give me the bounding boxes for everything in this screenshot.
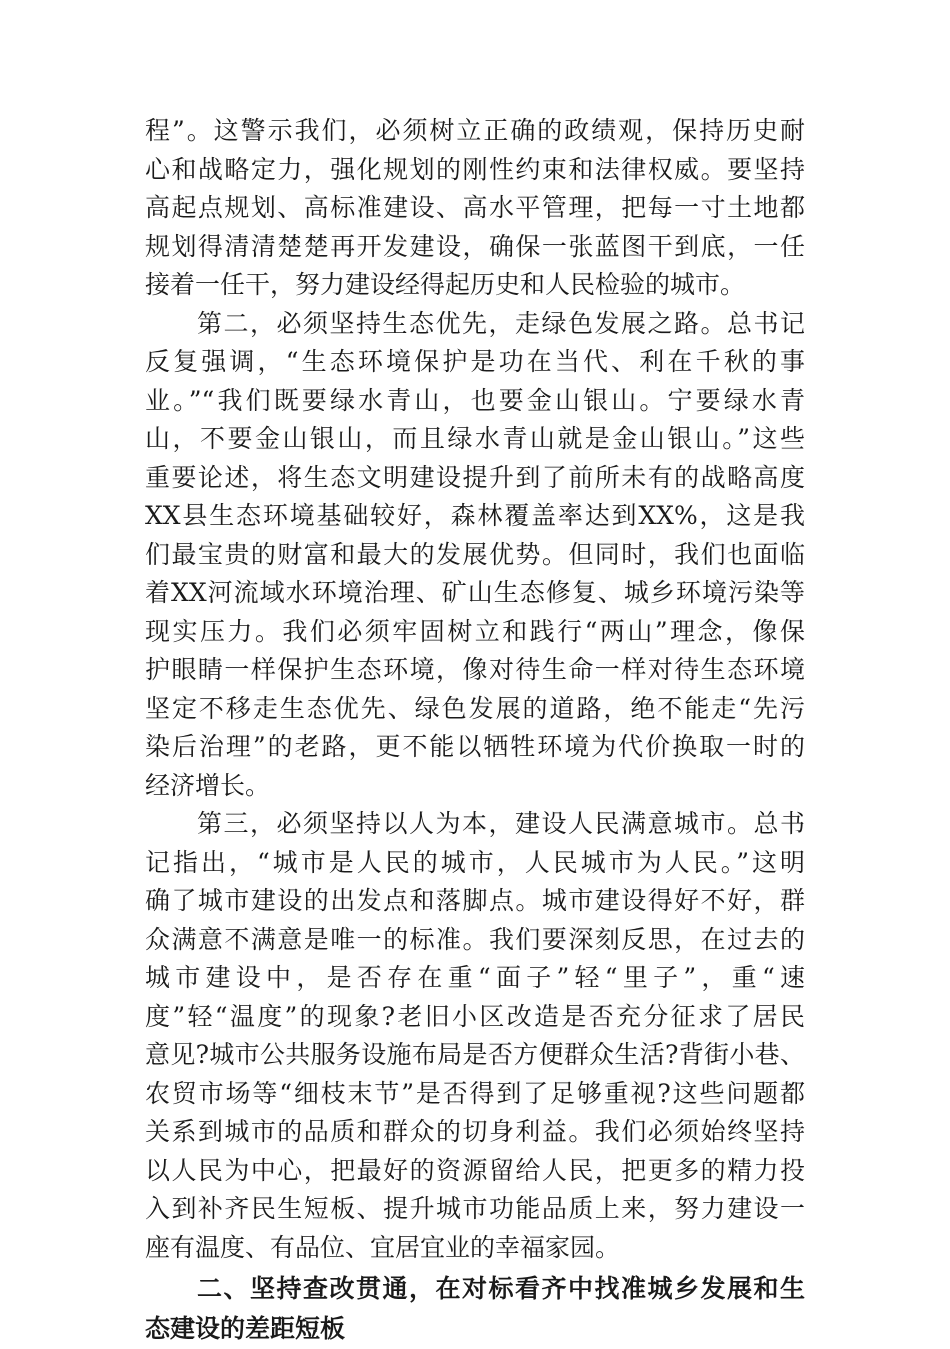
text-line: 第二，必须坚持生态优先，走绿色发展之路。总书记 bbox=[197, 308, 805, 338]
text-line: 意见?城市公共服务设施布局是否方便群众生活?背街小巷、 bbox=[145, 1040, 805, 1069]
document-body bbox=[145, 112, 805, 1349]
text-line: 重要论述，将生态文明建设提升到了前所未有的战略高度 bbox=[145, 462, 805, 492]
text-line: 程”。这警示我们，必须树立正确的政绩观，保持历史耐 bbox=[145, 116, 805, 145]
text-line: 经济增长。 bbox=[145, 770, 271, 800]
text-line: 业。”“我们既要绿水青山，也要金山银山。宁要绿水青 bbox=[145, 385, 805, 415]
text-line: 以人民为中心，把最好的资源留给人民，把更多的精力投 bbox=[145, 1155, 805, 1185]
heading-line: 态建设的差距短板 bbox=[145, 1314, 346, 1343]
text-line: 护眼睛一样保护生态环境，像对待生命一样对待生态环境 bbox=[145, 655, 805, 684]
text-line: 们最宝贵的财富和最大的发展优势。但同时，我们也面临 bbox=[145, 539, 805, 569]
text-line: 度”轻“温度”的现象?老旧小区改造是否充分征求了居民 bbox=[145, 1001, 805, 1031]
text-line: 记指出，“城市是人民的城市，人民城市为人民。”这明 bbox=[145, 847, 805, 877]
text-line: 规划得清清楚楚再开发建设，确保一张蓝图干到底，一任 bbox=[145, 231, 805, 261]
paragraph-second-point bbox=[145, 305, 805, 806]
paragraph-continuation bbox=[145, 112, 805, 305]
text-line: 高起点规划、高标准建设、高水平管理，把每一寸土地都 bbox=[145, 193, 805, 222]
text-line: 第三，必须坚持以人为本，建设人民满意城市。总书 bbox=[197, 809, 805, 838]
text-line: 反复强调，“生态环境保护是功在当代、利在千秋的事 bbox=[145, 347, 805, 376]
text-line: 着XX河流域水环境治理、矿山生态修复、城乡环境污染等 bbox=[145, 578, 805, 607]
text-line: 现实压力。我们必须牢固树立和践行“两山”理念，像保 bbox=[145, 616, 805, 646]
text-line: 山，不要金山银山，而且绿水青山就是金山银山。”这些 bbox=[145, 424, 805, 453]
heading-line: 二、坚持查改贯通，在对标看齐中找准城乡发展和生 bbox=[197, 1274, 805, 1303]
paragraph-third-point bbox=[145, 805, 805, 1267]
text-line: 确了城市建设的出发点和落脚点。城市建设得好不好，群 bbox=[145, 886, 805, 915]
text-line: 众满意不满意是唯一的标准。我们要深刻反思，在过去的 bbox=[145, 924, 805, 954]
text-line: 坚定不移走生态优先、绿色发展的道路，绝不能走“先污 bbox=[145, 693, 805, 723]
text-line: 城市建设中，是否存在重“面子”轻“里子”，重“速 bbox=[145, 963, 805, 992]
section-heading bbox=[145, 1269, 805, 1349]
text-line: 心和战略定力，强化规划的刚性约束和法律权威。要坚持 bbox=[145, 154, 805, 184]
text-line: 入到补齐民生短板、提升城市功能品质上来，努力建设一 bbox=[145, 1194, 805, 1223]
text-line: XX县生态环境基础较好，森林覆盖率达到XX%，这是我 bbox=[145, 501, 805, 530]
text-line: 座有温度、有品位、宜居宜业的幸福家园。 bbox=[145, 1232, 621, 1262]
text-line: 关系到城市的品质和群众的切身利益。我们必须始终坚持 bbox=[145, 1117, 805, 1146]
text-line: 染后治理”的老路，更不能以牺牲环境为代价换取一时的 bbox=[145, 732, 805, 761]
text-line: 农贸市场等“细枝末节”是否得到了足够重视?这些问题都 bbox=[145, 1078, 805, 1108]
text-line: 接着一任干，努力建设经得起历史和人民检验的城市。 bbox=[145, 270, 746, 299]
